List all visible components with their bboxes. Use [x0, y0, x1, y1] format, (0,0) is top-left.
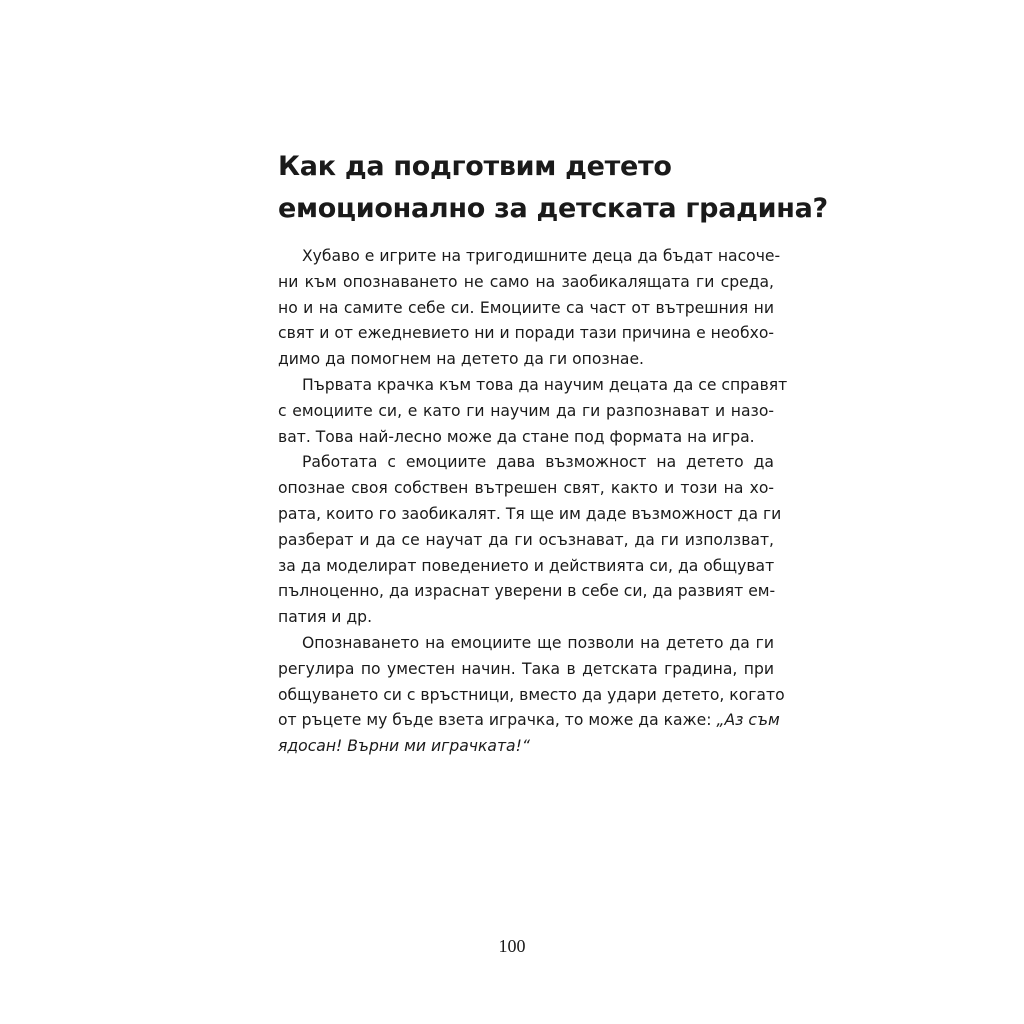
- paragraph-line: опознае своя собствен вътрешен свят, както и този на хо-: [278, 479, 774, 498]
- body-text: [278, 244, 788, 760]
- paragraph-line: Първата крачка към това да научим децата да се справят: [302, 375, 788, 394]
- paragraph-line: с емоциите си, е като ги научим да ги разпознават и назо-: [278, 401, 774, 420]
- paragraph-3: [278, 450, 782, 631]
- paragraph-line: но и на самите себе си. Емоциите са част от вътрешния ни: [278, 298, 774, 317]
- paragraph-4: [278, 631, 785, 760]
- paragraph-line: свят и от ежедневието ни и поради тази причина е необхо-: [278, 324, 774, 343]
- paragraph-line: общуването си с връстници, вместо да удари детето, когато: [278, 685, 785, 704]
- paragraph-line: разберат и да се научат да ги осъзнават, да ги използват,: [278, 530, 774, 549]
- heading-line-1: Как да подготвим детето: [278, 151, 672, 182]
- paragraph-line: ват. Това най-лесно може да стане под формата на игра.: [278, 427, 755, 446]
- paragraph-1: [278, 244, 781, 373]
- paragraph-line-text: от ръцете му бъде взета играчка, то може да каже:: [278, 711, 717, 730]
- paragraph-line: [278, 734, 774, 760]
- quote-part-1: „Аз съм: [716, 711, 780, 730]
- paragraph-line: за да моделират поведението и действията си, да общуват: [278, 556, 775, 575]
- paragraph-line: регулира по уместен начин. Така в детската градина, при: [278, 659, 774, 678]
- paragraph-line: пълноценно, да израснат уверени в себе си, да развият ем-: [278, 582, 776, 601]
- paragraph-line: Работата с емоциите дава възможност на детето да: [302, 453, 774, 472]
- paragraph-line-with-quote: [278, 708, 780, 734]
- paragraph-line: димо да помогнем на детето да ги опознае.: [278, 350, 645, 369]
- heading-line-2: емоционално за детската градина?: [278, 193, 828, 224]
- paragraph-2: [278, 373, 788, 450]
- paragraph-line: Опознаването на емоциите ще позволи на детето да ги: [302, 633, 774, 652]
- paragraph-line: рата, които го заобикалят. Тя ще им даде възможност да ги: [278, 504, 782, 523]
- quote-part-2: ядосан! Върни ми играчката!“: [278, 737, 530, 756]
- page-number: 100: [498, 936, 526, 956]
- chapter-heading: [278, 146, 828, 230]
- paragraph-line: Хубаво е игрите на тригодишните деца да бъдат насоче-: [302, 247, 781, 265]
- paragraph-line: патия и др.: [278, 608, 373, 627]
- paragraph-line: ни към опознаването не само на заобикалящата ги среда,: [278, 272, 774, 291]
